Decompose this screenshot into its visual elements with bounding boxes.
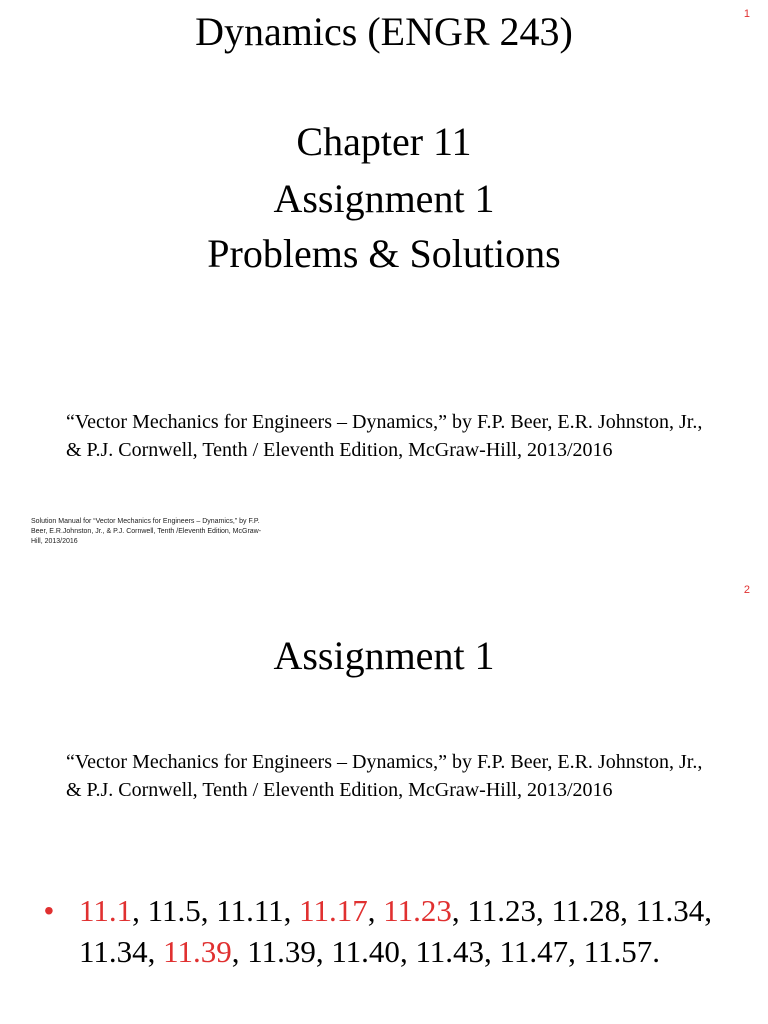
page-number: 1 <box>743 8 750 20</box>
problem-number: 11.39 <box>163 934 232 969</box>
problem-number: 11.23 <box>383 893 452 928</box>
problem-number: 11.47 <box>499 934 569 969</box>
footnote: Solution Manual for “Vector Mechanics for Engineers – Dynamics,” by F.P. Beer, E.R.Johnston, Jr., & P.J. Cornwell, Tenth /Eleventh Edition, McGraw-Hill, 2013/2016 <box>31 518 262 545</box>
problem-numbers: 11.1, 11.5, 11.11, 11.17, 11.23, 11.23, 11.28, 11.34, 11.34, 11.39, 11.39, 11.40, 11.43, 11.47, 11.57. <box>79 893 712 969</box>
problem-number: 11.40 <box>331 934 400 969</box>
problem-number: 11.5 <box>147 893 201 928</box>
textbook-citation: “Vector Mechanics for Engineers – Dynamics,” by F.P. Beer, E.R. Johnston, Jr., & P.J. Cornwell, Tenth / Eleventh Edition, McGraw-Hill, 2013/2016 <box>66 751 703 801</box>
problem-number: 11.39 <box>247 934 316 969</box>
page-number: 2 <box>743 584 750 596</box>
slide-subtitle: Problems & Solutions <box>207 231 561 276</box>
slide-2 <box>0 576 768 1024</box>
problem-number: 11.28 <box>551 893 621 928</box>
bullet-icon: • <box>44 895 54 926</box>
problem-number: 11.17 <box>299 893 368 928</box>
problem-number: 11.1 <box>79 893 133 928</box>
problem-list <box>44 890 734 972</box>
assignment-title: Assignment 1 <box>273 176 495 221</box>
problem-number: 11.23 <box>467 893 536 928</box>
problem-number: 11.43 <box>415 934 485 969</box>
slide-title: Assignment 1 <box>273 633 495 678</box>
problem-number: 11.34 <box>635 893 705 928</box>
textbook-citation: “Vector Mechanics for Engineers – Dynamics,” by F.P. Beer, E.R. Johnston, Jr., & P.J. Cornwell, Tenth / Eleventh Edition, McGraw-Hill, 2013/2016 <box>66 411 703 461</box>
chapter-title: Chapter 11 <box>296 119 472 164</box>
problem-number: 11.57 <box>583 934 653 969</box>
course-title: Dynamics (ENGR 243) <box>195 9 573 54</box>
problem-number: 11.34 <box>79 934 148 969</box>
problem-number: 11.11 <box>216 893 284 928</box>
